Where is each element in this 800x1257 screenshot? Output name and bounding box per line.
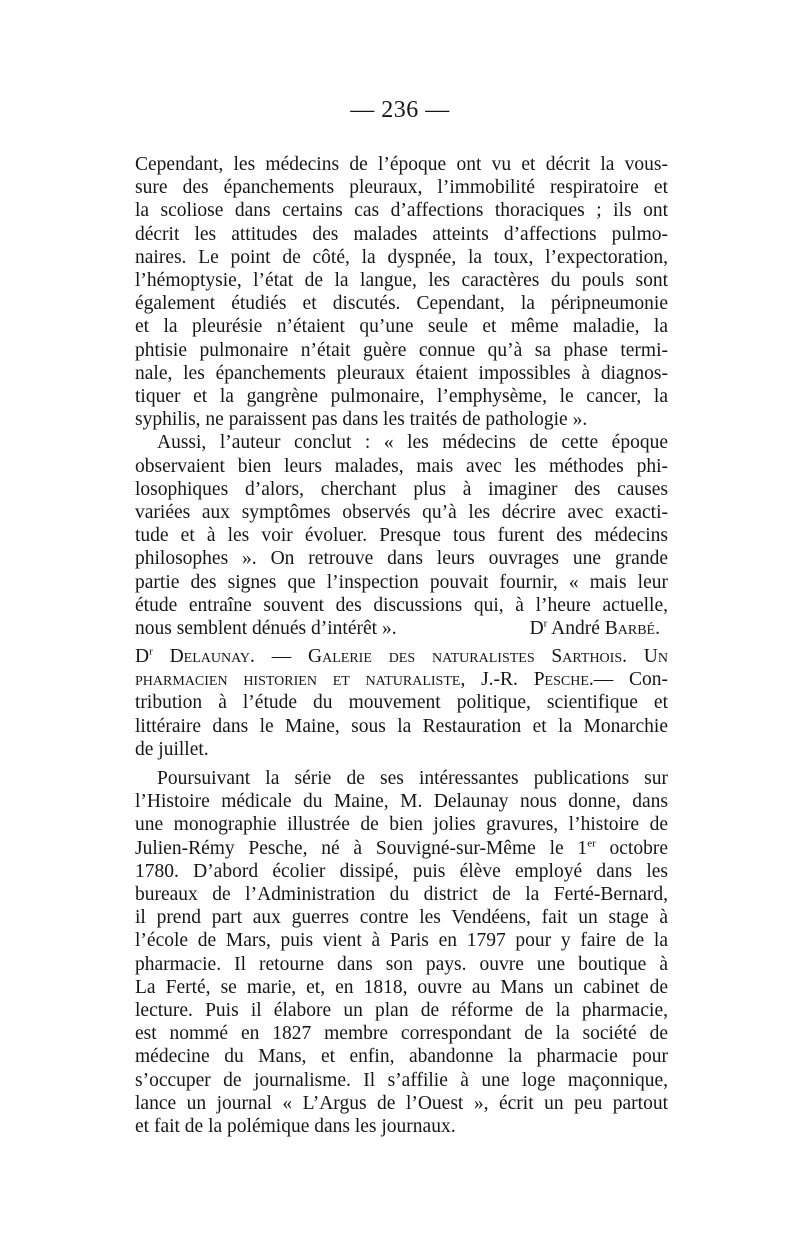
- text-line: naires. Le point de côté, la dyspnée, la toux, l’expectoration,: [135, 246, 668, 268]
- review-continuation: [135, 153, 668, 640]
- text-line: tude et à les voir évoluer. Presque tous furent des médecins: [135, 525, 668, 547]
- heading-continuation: Con-: [629, 669, 669, 691]
- text-line: Cependant, les médecins de l’époque ont vu et décrit la vous-: [135, 154, 668, 175]
- text-line: nale, les épanchements pleuraux étaient impossibles à diagnos-: [135, 362, 668, 384]
- text-line: une monographie illustrée de bien jolies gravures, l’histoire de: [135, 814, 668, 836]
- text-line: La Ferté, se marie, et, en 1818, ouvre au Mans un cabinet de: [135, 976, 668, 998]
- text-line: il prend part aux guerres contre les Vendéens, fait un stage à: [135, 907, 668, 929]
- text-line: 1780. D’abord écolier dissipé, puis élève employé dans les: [135, 860, 668, 882]
- text-line: tiquer et la gangrène pulmonaire, l’emphysème, le cancer, la: [135, 386, 668, 408]
- author-title: D: [135, 646, 150, 667]
- text-line: médecine du Mans, et enfin, abandonne la pharmacie pour: [135, 1046, 668, 1068]
- signature-first-name: André: [551, 618, 600, 640]
- subject-description: pharmacien historien et naturaliste: [135, 669, 461, 691]
- closing-quote: nous semblent dénués d’intérêt ».: [135, 618, 397, 640]
- text-line: la scoliose dans certains cas d’affections thoraciques ; ils ont: [135, 200, 668, 222]
- text-segment: Julien-Rémy Pesche, né à Souvigné-sur-Même le 1: [135, 837, 588, 859]
- text-line: philosophes ». On retrouve dans leurs ouvrages une grande: [135, 548, 668, 570]
- text-line: variées aux symptômes observés qu’à les décrire avec exacti-: [135, 502, 668, 524]
- series-title: Galerie des naturalistes Sarthois: [308, 646, 623, 667]
- paragraph: [135, 153, 668, 431]
- paragraph: [135, 455, 668, 641]
- text-line: Poursuivant la série de ses intéressantes publications sur: [157, 768, 668, 789]
- author-title-sup: r: [149, 645, 153, 658]
- heading-line: [135, 645, 668, 668]
- text-line: l’école de Mars, puis vient à Paris en 1797 pour y faire de la: [135, 930, 668, 952]
- closing-line: [135, 617, 668, 640]
- text-line: étude entraîne souvent des discussions qui, à l’heure actuelle,: [135, 594, 668, 616]
- signature-last-name: Barbé: [604, 618, 656, 640]
- signature-title-sup: r: [543, 617, 548, 630]
- heading-line: littéraire dans le Maine, sous la Restauration et la Monarchie: [135, 715, 668, 737]
- heading-line: tribution à l’étude du mouvement politique, scientifique et: [135, 692, 668, 714]
- text-line: lance un journal « L’Argus de l’Ouest », écrit un peu partout: [135, 1092, 668, 1114]
- text-line: également étudiés et discutés. Cependant, la péripneumonie: [135, 293, 668, 315]
- text-line: observaient bien leurs malades, mais avec les méthodes phi-: [135, 455, 668, 477]
- text-line: est nommé en 1827 membre correspondant de la société de: [135, 1023, 668, 1045]
- text-line: partie des signes que l’inspection pouvait fournir, « mais leur: [135, 571, 668, 593]
- page-number: — 236 —: [350, 97, 450, 123]
- paragraph: [135, 790, 668, 1138]
- text-line: losophiques d’alors, cherchant plus à imaginer des causes: [135, 478, 668, 500]
- text-line: [135, 837, 668, 860]
- separator: . —: [250, 646, 309, 667]
- separator: ,: [460, 669, 482, 691]
- signature-end: .: [655, 618, 660, 640]
- separator: .: [622, 646, 644, 667]
- text-line: l’Histoire médicale du Maine, M. Delaunay nous donne, dans: [135, 791, 668, 813]
- separator: .—: [588, 669, 630, 691]
- author-name: Delaunay: [169, 646, 251, 667]
- text-line: lecture. Puis il élabore un plan de réforme de la pharmacie,: [135, 1000, 668, 1022]
- paragraph: [135, 767, 668, 790]
- text-line: et fait de la polémique dans les journaux.: [135, 1116, 456, 1138]
- text-line: s’occuper de journalisme. Il s’affilie à une loge maçonnique,: [135, 1069, 668, 1091]
- text-line: et la pleurésie n’étaient qu’une seule et même maladie, la: [135, 316, 668, 338]
- text-line: décrit les attitudes des malades atteints d’affections pulmo-: [135, 223, 668, 245]
- text-line: l’hémoptysie, l’état de la langue, les caractères du pouls sont: [135, 270, 668, 292]
- review-heading: [135, 645, 668, 761]
- ordinal-sup: er: [587, 837, 596, 850]
- paragraph: [135, 431, 668, 454]
- signature-title: D: [529, 618, 544, 640]
- subject-word: Un: [643, 646, 668, 667]
- text-segment: octobre: [595, 837, 668, 859]
- text-line: bureaux de l’Administration du district de la Ferté-Bernard,: [135, 884, 668, 906]
- text-line: syphilis, ne paraissent pas dans les traités de pathologie ».: [135, 409, 588, 431]
- text-line: pharmacie. Il retourne dans son pays. ouvre une boutique à: [135, 953, 668, 975]
- text-line: Aussi, l’auteur conclut : « les médecins de cette époque: [157, 432, 668, 454]
- heading-line: de juillet.: [135, 738, 209, 760]
- heading-line: [135, 668, 668, 691]
- subject-name: J.-R. Pesche: [481, 669, 589, 691]
- heading-paragraph: [135, 645, 668, 761]
- signature: [530, 617, 668, 640]
- text-line: phtisie pulmonaire n’était guère connue qu’à sa phase termi-: [135, 339, 668, 361]
- review-body: [135, 767, 668, 1138]
- text-line: sure des épanchements pleuraux, l’immobilité respiratoire et: [135, 177, 668, 199]
